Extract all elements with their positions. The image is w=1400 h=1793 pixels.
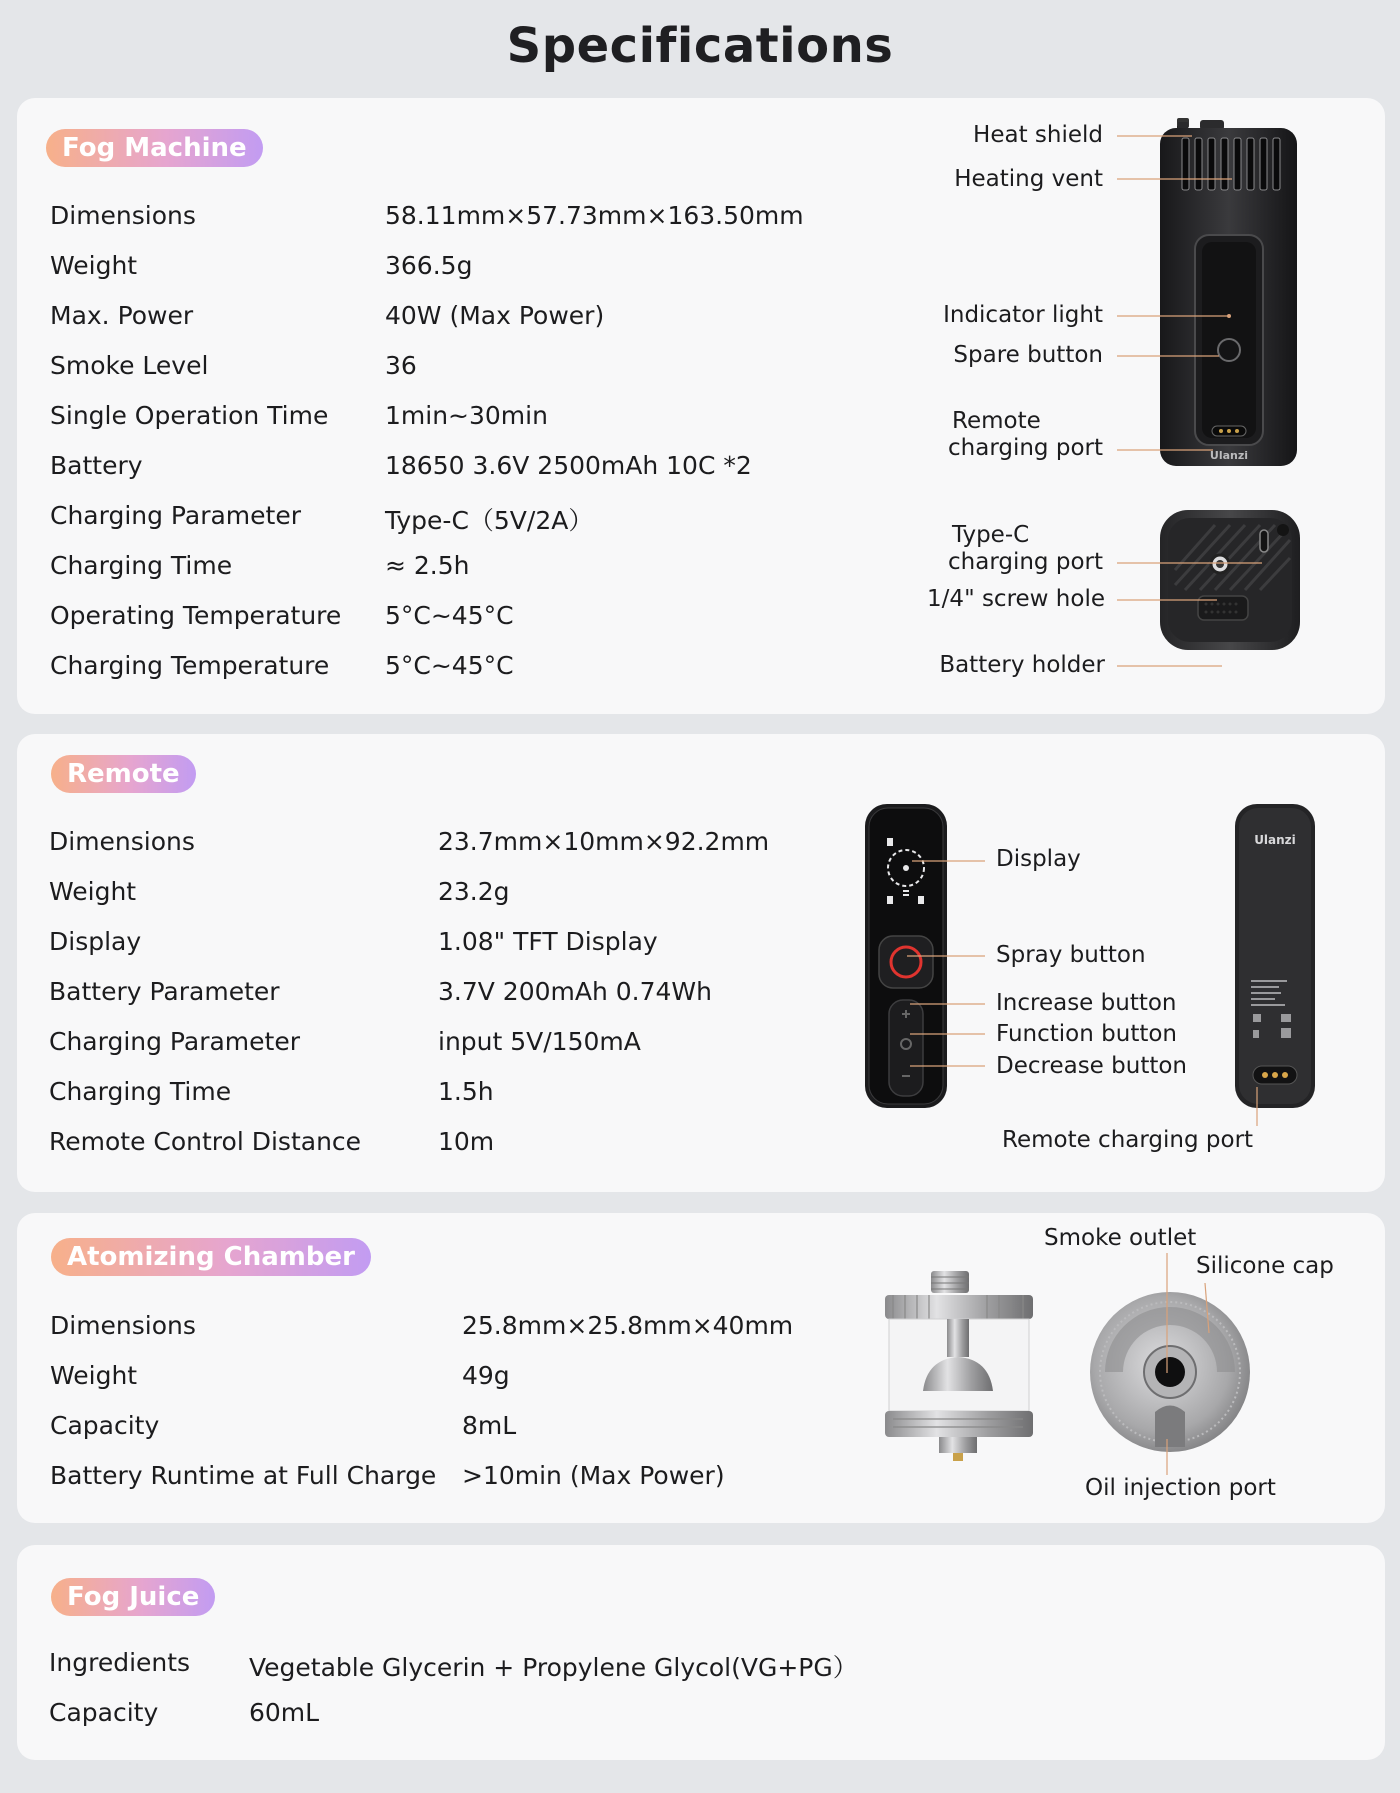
remote-badge: Remote	[51, 755, 196, 793]
spec-label: Charging Parameter	[50, 501, 302, 530]
remote-callout-lines	[17, 734, 1385, 1192]
spec-label: Dimensions	[49, 827, 195, 856]
spec-label: Single Operation Time	[50, 401, 329, 430]
callout-typec-port-line2: charging port	[948, 549, 1103, 575]
fog-machine-badge: Fog Machine	[46, 129, 263, 167]
spec-label: Ingredients	[49, 1648, 191, 1677]
spec-label: Charging Parameter	[49, 1027, 301, 1056]
page-title: Specifications	[506, 18, 894, 74]
callout-remote-charging-port-line2: charging port	[948, 435, 1103, 461]
spec-label: Charging Time	[49, 1077, 232, 1106]
callout-spare-button: Spare button	[953, 342, 1103, 368]
spec-value: ≈ 2.5h	[385, 551, 470, 580]
spec-value: 1.5h	[438, 1077, 494, 1106]
spec-label: Operating Temperature	[50, 601, 342, 630]
callout-remote-charging-port: Remote charging port	[1002, 1127, 1254, 1153]
callout-battery-holder: Battery holder	[939, 652, 1105, 678]
spec-label: Battery Runtime at Full Charge	[50, 1461, 437, 1490]
spec-value: 58.11mm×57.73mm×163.50mm	[385, 201, 804, 230]
spec-label: Capacity	[50, 1411, 160, 1440]
spec-label: Capacity	[49, 1698, 159, 1727]
callout-spray-button: Spray button	[996, 942, 1146, 968]
spec-label: Weight	[50, 1361, 138, 1390]
callout-silicone-cap: Silicone cap	[1196, 1253, 1334, 1279]
spec-label: Weight	[49, 877, 137, 906]
spec-value: 8mL	[462, 1411, 517, 1440]
callout-heat-shield: Heat shield	[973, 122, 1103, 148]
remote-brand-label: Ulanzi	[1254, 833, 1296, 847]
spec-value: 10m	[438, 1127, 495, 1156]
spec-value: 1.08" TFT Display	[438, 927, 658, 956]
spec-value: 23.2g	[438, 877, 510, 906]
fog-juice-badge: Fog Juice	[51, 1578, 215, 1616]
spec-value: Type-C（5V/2A）	[385, 506, 594, 535]
spec-label: Display	[49, 927, 142, 956]
callout-smoke-outlet: Smoke outlet	[1044, 1225, 1197, 1251]
spec-value: 18650 3.6V 2500mAh 10C *2	[385, 451, 752, 480]
spec-value: 36	[385, 351, 417, 380]
callout-remote-charging-port-line1: Remote	[952, 408, 1041, 434]
spec-label: Dimensions	[50, 1311, 196, 1340]
callout-indicator-light: Indicator light	[943, 302, 1103, 328]
callout-decrease-button: Decrease button	[996, 1053, 1188, 1079]
fog-machine-card	[17, 98, 1385, 714]
spec-value: 23.7mm×10mm×92.2mm	[438, 827, 770, 856]
spec-value: 40W (Max Power)	[385, 301, 605, 330]
spec-value: 49g	[462, 1361, 510, 1390]
fog-juice-card	[17, 1545, 1385, 1760]
spec-label: Dimensions	[50, 201, 196, 230]
callout-increase-button: Increase button	[996, 990, 1177, 1016]
spec-label: Battery Parameter	[49, 977, 280, 1006]
remote-card	[17, 734, 1385, 1192]
spec-label: Weight	[50, 251, 138, 280]
spec-value: 25.8mm×25.8mm×40mm	[462, 1311, 794, 1340]
spec-value: 366.5g	[385, 251, 473, 280]
callout-oil-injection-port: Oil injection port	[1085, 1475, 1276, 1501]
spec-value: 60mL	[249, 1698, 320, 1727]
spec-value: 3.7V 200mAh 0.74Wh	[438, 977, 712, 1006]
device-brand-label: Ulanzi	[1209, 449, 1249, 462]
atomizing-chamber-card	[17, 1213, 1385, 1523]
callout-display: Display	[996, 846, 1081, 872]
callout-function-button: Function button	[996, 1021, 1178, 1047]
callout-heating-vent: Heating vent	[954, 166, 1103, 192]
spec-value: Vegetable Glycerin + Propylene Glycol(VG+PG）	[249, 1653, 858, 1682]
spec-value: 5°C~45°C	[385, 601, 514, 630]
spec-label: Charging Time	[50, 551, 233, 580]
fog-machine-callout-lines	[17, 98, 1385, 714]
spec-value: >10min (Max Power)	[462, 1461, 725, 1490]
spec-label: Max. Power	[50, 301, 194, 330]
spec-value: 1min~30min	[385, 401, 548, 430]
spec-value: input 5V/150mA	[438, 1027, 641, 1056]
atomizing-chamber-badge: Atomizing Chamber	[51, 1238, 371, 1276]
callout-screw-hole: 1/4" screw hole	[927, 586, 1105, 612]
spec-label: Remote Control Distance	[49, 1127, 362, 1156]
spec-value: 5°C~45°C	[385, 651, 514, 680]
spec-label: Smoke Level	[50, 351, 209, 380]
callout-typec-port-line1: Type-C	[952, 522, 1030, 548]
spec-label: Charging Temperature	[50, 651, 330, 680]
spec-label: Battery	[50, 451, 143, 480]
